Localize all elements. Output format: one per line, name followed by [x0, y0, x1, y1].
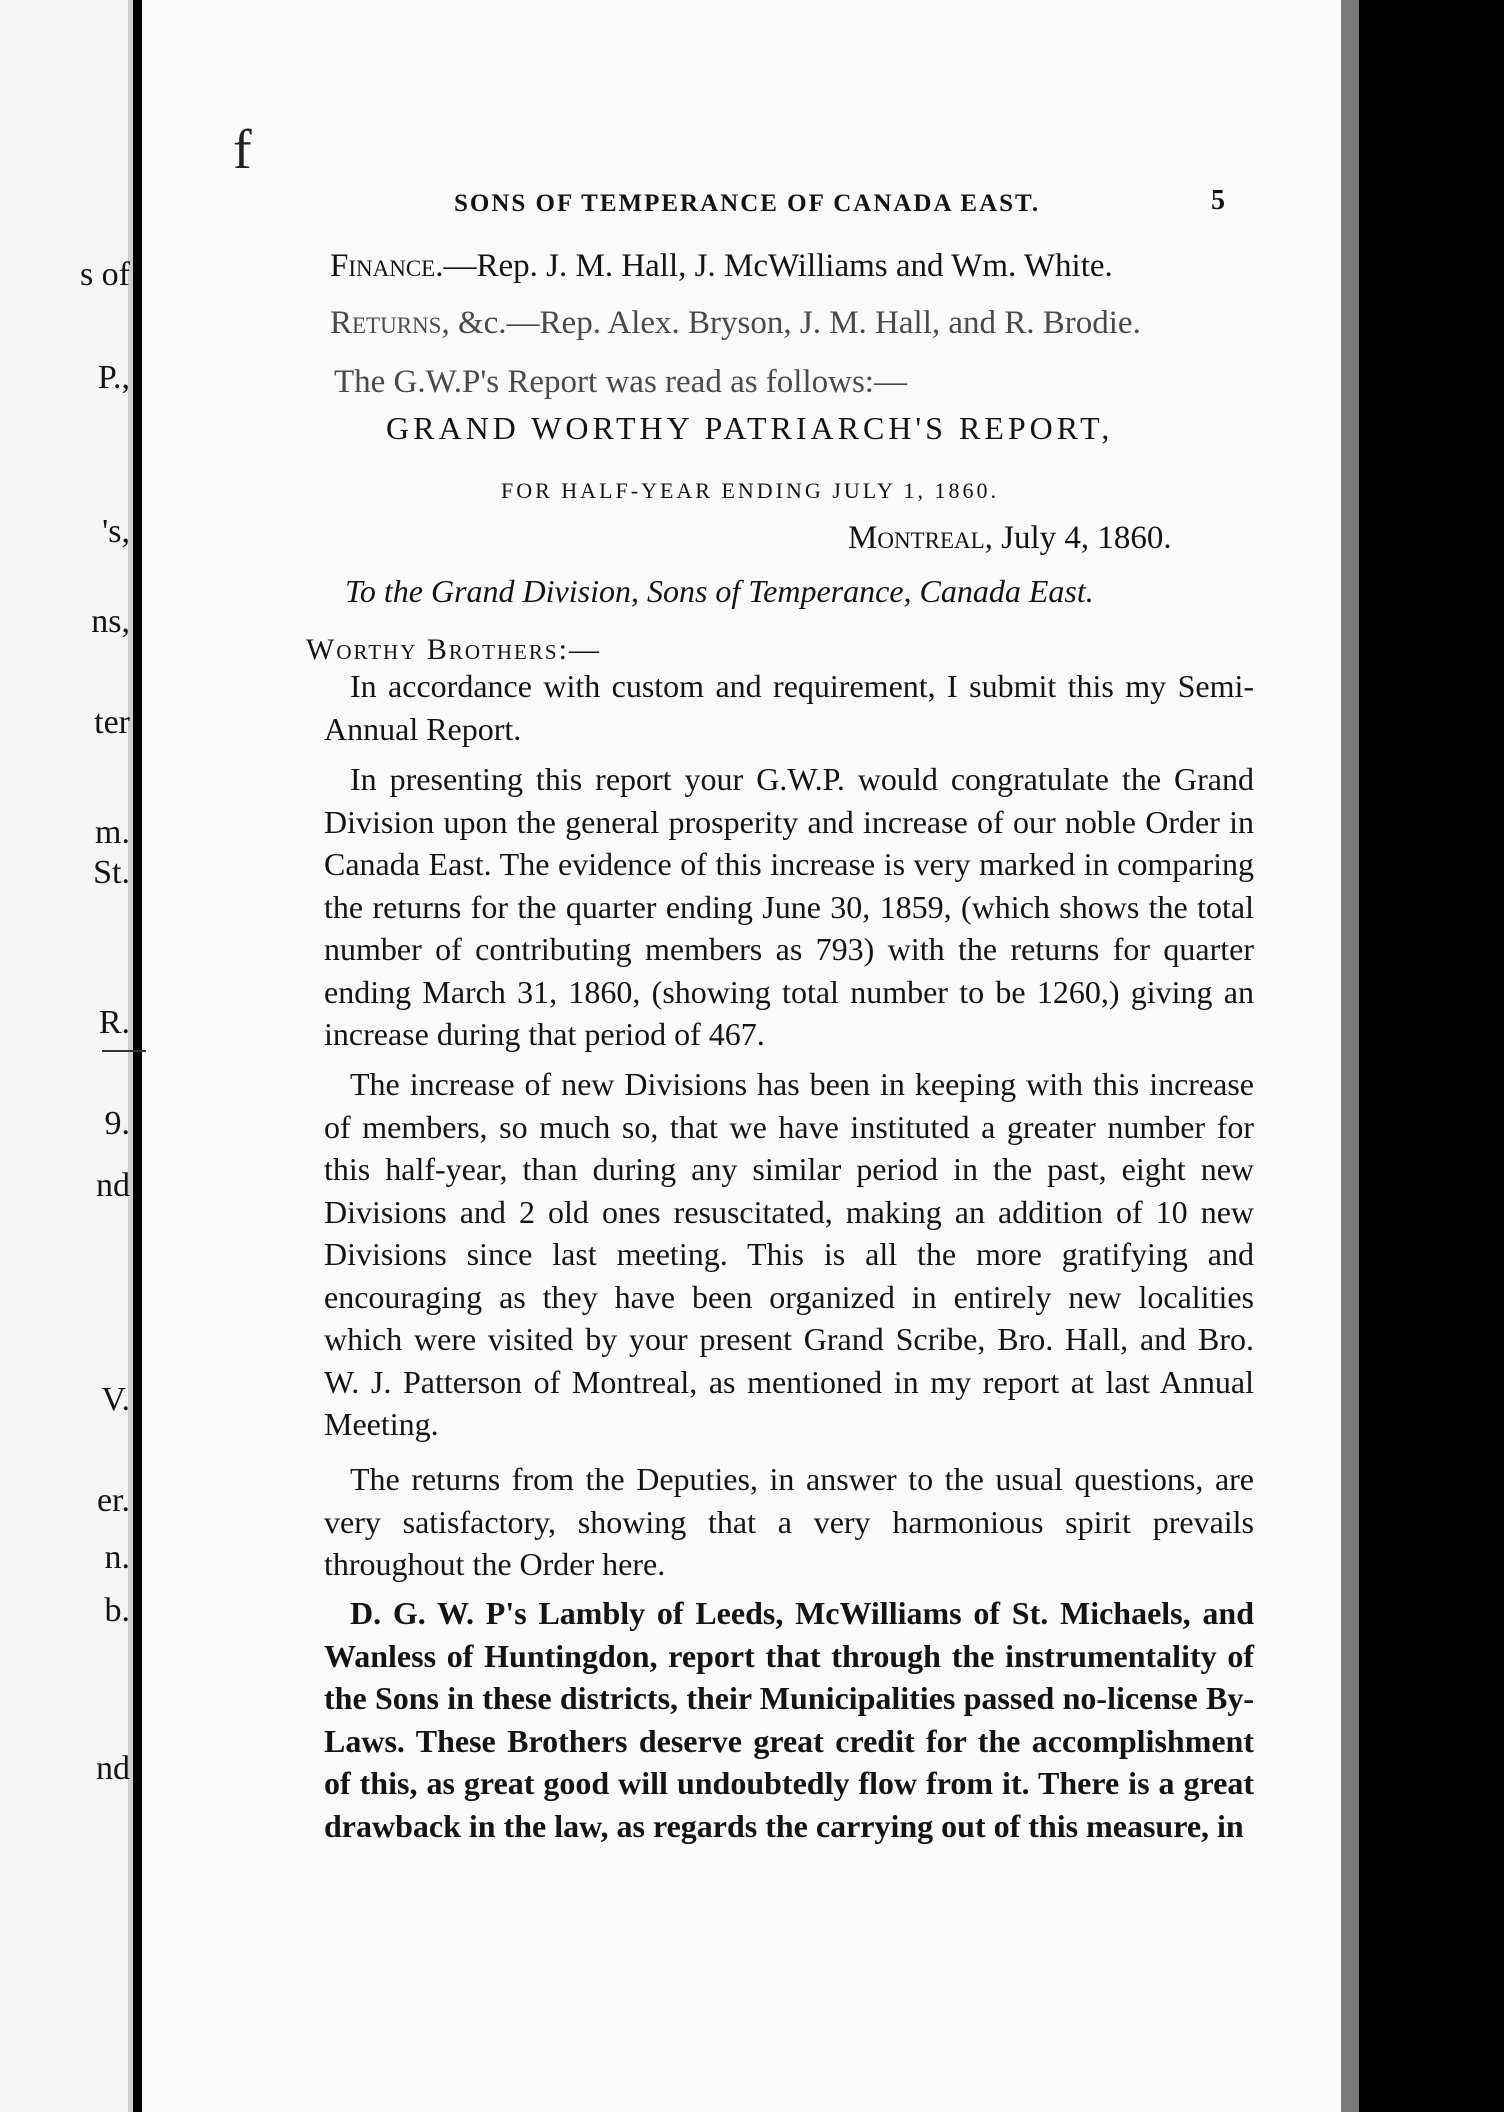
paragraph-new-divisions: The increase of new Divisions has been in keeping with this increase of members, so much so, that we have instituted a greater number for this half-year, than during any similar period in the past, eight new Divisions and 2 old ones resuscitated, making an addition of 10 new Divisions since last meeting. This is all the more gratifying and encouraging as they have been organized in entirely new localities which were visited by your present Grand Scribe, Bro. Hall, and Bro. W. J. Patterson of Montreal, as mentioned in my report at last Annual Meeting. [324, 1066, 1254, 1442]
margin-fragment: P., [97, 359, 130, 396]
margin-fragment: nd [96, 1167, 130, 1204]
running-header: SONS OF TEMPERANCE OF CANADA EAST. [454, 190, 1041, 217]
date: , July 4, 1860. [984, 520, 1172, 556]
margin-rule-mark [102, 1050, 146, 1052]
page-edge [128, 0, 133, 2112]
report-subtitle: FOR HALF-YEAR ENDING JULY 1, 1860. [501, 478, 1000, 503]
dateline [848, 520, 1172, 557]
committee-name: Finance [330, 248, 436, 284]
margin-fragment: m. [95, 814, 130, 851]
committee-finance [330, 246, 1113, 286]
committee-returns [330, 303, 1141, 343]
margin-fragment: St. [93, 854, 130, 891]
salutation: Worthy Brothers:— [306, 633, 601, 666]
scan-border [1359, 0, 1504, 2112]
committee-name: Returns [330, 305, 442, 341]
paragraph-no-license: D. G. W. P's Lambly of Leeds, McWilliams of St. Michaels, and Wanless of Huntingdon, report that through the instrumentality of the Sons in these districts, their Municipalities passed no-license By-Laws. These Brothers deserve great credit for the accomplishment of this, as great good will undoubtedly flow from it. There is a great drawback in the law, as regards the carrying out of this measure, in [324, 1595, 1254, 1844]
margin-fragment: V. [101, 1381, 130, 1418]
facing-page-edge [0, 0, 133, 2112]
committee-members: , &c.—Rep. Alex. Bryson, J. M. Hall, and R. Brodie. [441, 305, 1141, 341]
gutter-mark: f [233, 119, 252, 181]
paragraph-opening: In accordance with custom and requirement, I submit this my Semi-Annual Report. [324, 668, 1254, 747]
margin-fragment: nd [96, 1750, 130, 1787]
margin-fragment: s of [79, 256, 130, 293]
margin-fragment: R. [98, 1004, 130, 1041]
margin-fragment: er. [96, 1482, 130, 1519]
margin-fragment: n. [104, 1539, 130, 1576]
margin-fragment: ns, [91, 603, 130, 640]
paragraph-congratulation: In presenting this report your G.W.P. would congratulate the Grand Division upon the general prosperity and increase of our noble Order in Canada East. The evidence of this increase is very marked in comparing the returns for the quarter ending June 30, 1859, (which shows the total number of contributing members as 793) with the returns for quarter ending March 31, 1860, (showing total number to be 1260,) giving an increase during that period of 467. [324, 761, 1254, 1052]
address-line: To the Grand Division, Sons of Temperance, Canada East. [345, 573, 1094, 609]
page-edge [1341, 0, 1359, 2112]
margin-fragment: b. [104, 1592, 130, 1629]
margin-fragment: ter [94, 704, 130, 741]
report-title: GRAND WORTHY PATRIARCH'S REPORT, [386, 410, 1114, 446]
place: Montreal [848, 520, 985, 556]
committee-members: .—Rep. J. M. Hall, J. McWilliams and Wm. White. [435, 248, 1113, 284]
margin-fragment: 9. [104, 1105, 130, 1142]
page-number: 5 [1211, 185, 1225, 216]
report-intro-line: The G.W.P's Report was read as follows:— [334, 364, 907, 400]
paragraph-deputies: The returns from the Deputies, in answer to the usual questions, are very satisfactory, showing that a very harmonious spirit prevails throughout the Order here. [324, 1461, 1254, 1582]
margin-fragment: 's, [102, 513, 130, 550]
